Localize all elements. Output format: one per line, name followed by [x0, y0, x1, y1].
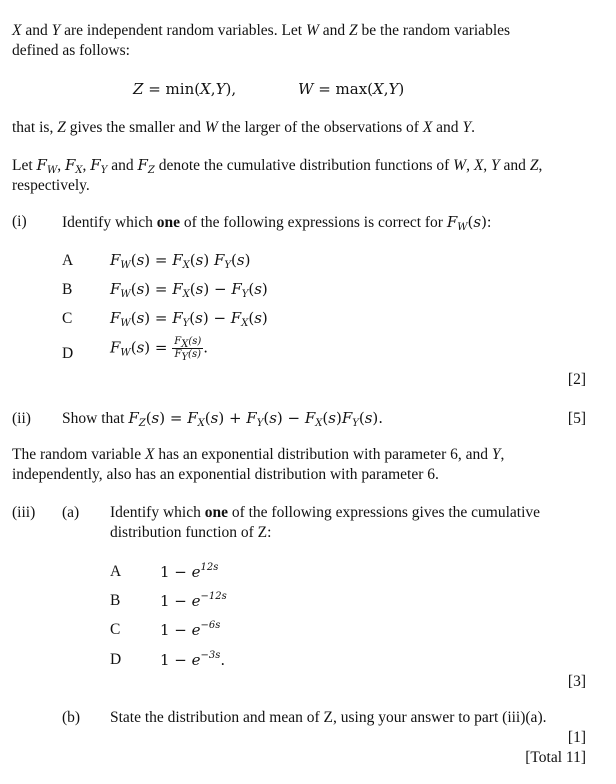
- option-letter: C: [110, 621, 121, 638]
- part-iii-a-marks: [3]: [567, 673, 586, 690]
- option-i-d-expr: $F_W(s)$ = $\frac{F_X(s)}{F_Y(s)}$ .: [110, 336, 209, 363]
- part-iii-a-label: (a): [62, 504, 80, 521]
- part-i-label: (i): [12, 213, 27, 230]
- option-iii-c-expr: $1 - e^{-6s}$: [160, 620, 221, 639]
- option-letter: B: [110, 592, 121, 609]
- intro-line-1: X and Y are independent random variables. Let W and Z be the random variables: [12, 22, 511, 39]
- option-i-a-expr: $F_W(s) = F_X(s)$ $F_Y(s)$: [110, 251, 251, 271]
- cdf-line-1: Let $F_W$, $F_X$, $F_Y$ and $F_Z$ denote the cumulative distribution functions of W, X, Y and Z,: [12, 156, 543, 176]
- option-letter: D: [62, 345, 74, 362]
- option-letter: A: [110, 563, 122, 580]
- z-definition: Z = min(X,Y),: [133, 80, 237, 98]
- total-marks: [Total 11]: [525, 749, 586, 766]
- that-is-line: that is, Z gives the smaller and W the larger of the observations of X and Y.: [12, 119, 475, 136]
- cdf-line-2: respectively.: [12, 177, 90, 194]
- part-iii-a-prompt-2: distribution function of Z:: [110, 524, 272, 541]
- part-iii-b-prompt: State the distribution and mean of Z, using your answer to part (iii)(a).: [110, 709, 547, 726]
- intro-line-2: defined as follows:: [12, 42, 130, 59]
- part-ii-prompt: Show that $F_Z(s) = F_X(s) + F_Y(s) - F_X(s)F_Y(s)$.: [62, 409, 384, 429]
- option-i-b-expr: $F_W(s) = F_X(s) - F_Y(s)$: [110, 280, 268, 300]
- option-letter: B: [62, 281, 73, 298]
- part-iii-a-prompt-1: Identify which one of the following expressions gives the cumulative: [110, 504, 541, 521]
- part-i-marks: [2]: [567, 371, 586, 388]
- part-ii-marks: [5]: [567, 410, 586, 427]
- option-letter: C: [62, 310, 73, 327]
- option-i-c-expr: $F_W(s) = F_Y(s) - F_X(s)$: [110, 309, 268, 329]
- option-letter: D: [110, 651, 122, 668]
- exp-line-1: The random variable X has an exponential distribution with parameter 6, and Y,: [12, 446, 505, 463]
- part-iii-b-label: (b): [62, 709, 81, 726]
- exp-line-2: independently, also has an exponential distribution with parameter 6.: [12, 466, 439, 483]
- part-ii-label: (ii): [12, 410, 31, 427]
- option-iii-d-expr: $1 - e^{-3s}$.: [160, 650, 226, 669]
- part-iii-b-marks: [1]: [567, 729, 586, 746]
- part-i-prompt: Identify which one of the following expressions is correct for $F_W(s)$:: [62, 213, 492, 233]
- option-letter: A: [62, 252, 74, 269]
- option-iii-a-expr: $1 - e^{12s}$: [160, 562, 219, 581]
- part-iii-label: (iii): [12, 504, 36, 521]
- w-definition: W = max(X,Y): [298, 80, 405, 98]
- option-iii-b-expr: $1 - e^{-12s}$: [160, 591, 227, 610]
